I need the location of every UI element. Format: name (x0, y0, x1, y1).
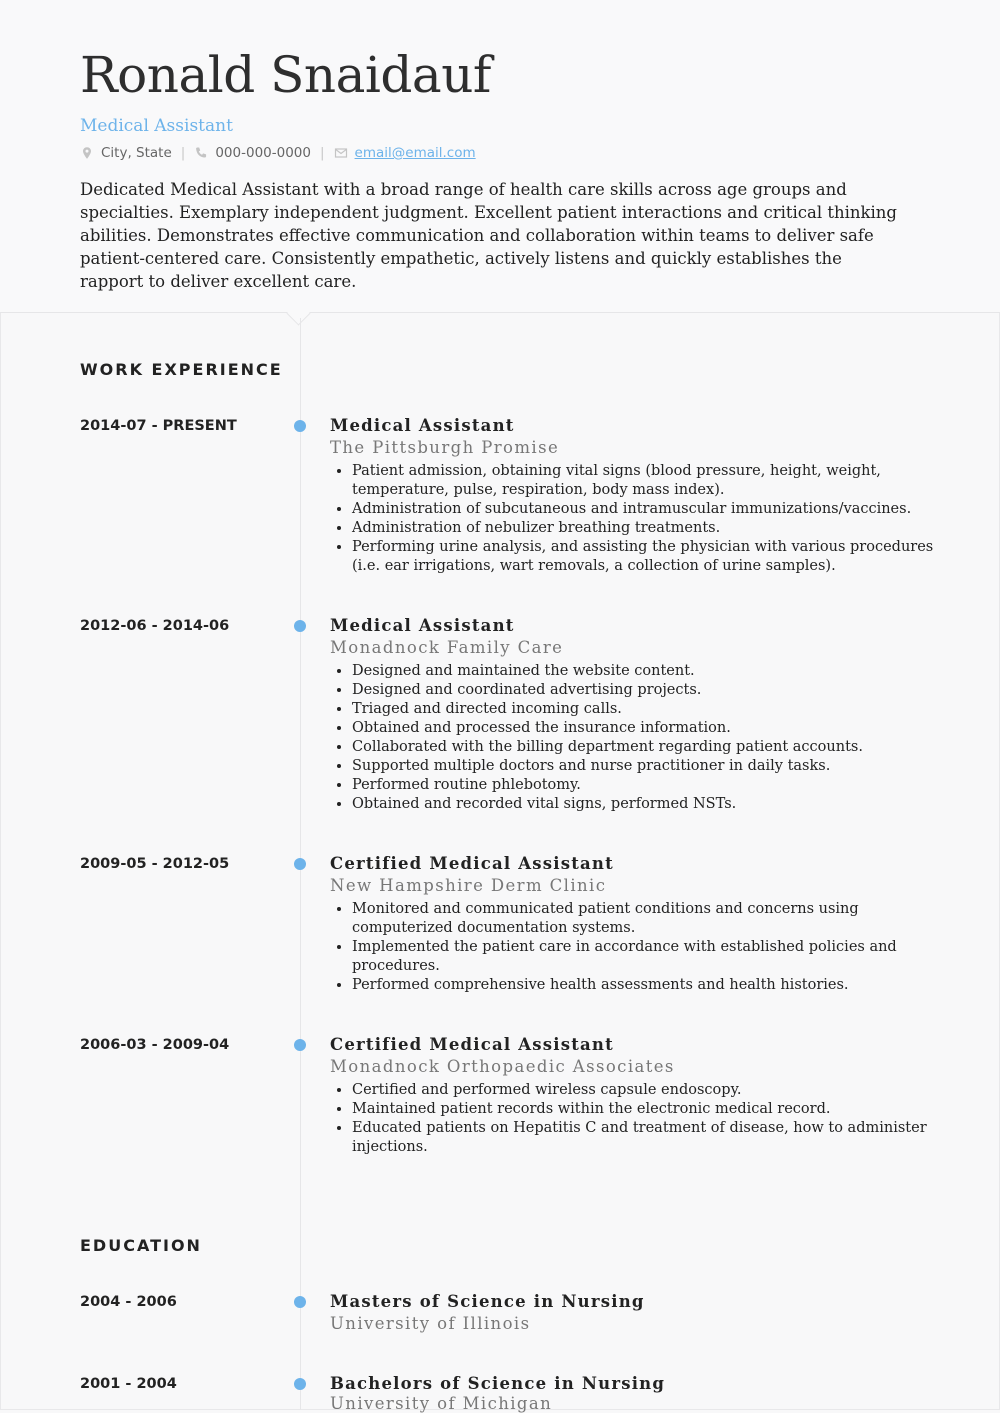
entry-title: Certified Medical Assistant (330, 854, 614, 873)
entry-title: Medical Assistant (330, 416, 515, 435)
entry-organization: The Pittsburgh Promise (330, 438, 560, 457)
entry-organization: Monadnock Family Care (330, 638, 564, 657)
entry-title: Medical Assistant (330, 616, 515, 635)
bullet-item: • Administration of subcutaneous and intramuscular immunizations/vaccines. (352, 500, 942, 519)
work-experience-heading: WORK EXPERIENCE (80, 360, 283, 379)
contact-phone: 000-000-0000 (215, 145, 311, 161)
timeline-dot (294, 1378, 306, 1390)
contact-email-link[interactable]: email@email.com (354, 145, 476, 161)
bullet-item: • Educated patients on Hepatitis C and treatment of disease, how to administer injections. (352, 1119, 942, 1157)
bullet-item: • Performed comprehensive health assessments and health histories. (352, 976, 942, 995)
contact-separator: | (319, 145, 325, 161)
entry-date: 2012-06 - 2014-06 (80, 618, 230, 634)
envelope-icon (334, 146, 348, 160)
bullet-item: • Designed and coordinated advertising projects. (352, 681, 942, 700)
entry-title: Bachelors of Science in Nursing (330, 1374, 666, 1393)
entry-date: 2006-03 - 2009-04 (80, 1037, 230, 1053)
bullet-item: • Obtained and recorded vital signs, performed NSTs. (352, 795, 942, 814)
entry-organization: University of Michigan (330, 1394, 553, 1413)
timeline-dot (294, 420, 306, 432)
location-pin-icon (80, 146, 94, 160)
bullet-item: • Certified and performed wireless capsule endoscopy. (352, 1081, 942, 1100)
resume-header (0, 0, 1000, 313)
bullet-item: • Triaged and directed incoming calls. (352, 700, 942, 719)
timeline-dot (294, 620, 306, 632)
contact-separator: | (180, 145, 186, 161)
timeline-dot (294, 858, 306, 870)
entry-bullets (330, 900, 942, 995)
phone-icon (194, 146, 208, 160)
bullet-item: • Collaborated with the billing department regarding patient accounts. (352, 738, 942, 757)
entry-organization: Monadnock Orthopaedic Associates (330, 1057, 675, 1076)
education-heading: EDUCATION (80, 1236, 202, 1255)
entry-date: 2009-05 - 2012-05 (80, 856, 230, 872)
bullet-item: • Implemented the patient care in accordance with established policies and procedures. (352, 938, 942, 976)
candidate-role: Medical Assistant (80, 116, 233, 136)
bullet-item: • Supported multiple doctors and nurse practitioner in daily tasks. (352, 757, 942, 776)
contact-location: City, State (101, 145, 172, 161)
entry-bullets (330, 462, 942, 576)
entry-organization: University of Illinois (330, 1314, 531, 1333)
entry-title: Certified Medical Assistant (330, 1035, 614, 1054)
entry-date: 2004 - 2006 (80, 1294, 177, 1310)
bullet-item: • Performed routine phlebotomy. (352, 776, 942, 795)
timeline-dot (294, 1039, 306, 1051)
candidate-name: Ronald Snaidauf (80, 46, 491, 104)
entry-organization: New Hampshire Derm Clinic (330, 876, 607, 895)
bullet-item: • Performing urine analysis, and assisting the physician with various procedures (i.e. ear irrigations, wart removals, a collection of urine samples). (352, 538, 942, 576)
entry-bullets (330, 662, 942, 814)
bullet-item: • Designed and maintained the website content. (352, 662, 942, 681)
entry-date: 2014-07 - PRESENT (80, 418, 237, 434)
entry-bullets (330, 1081, 942, 1157)
bullet-item: • Administration of nebulizer breathing treatments. (352, 519, 942, 538)
entry-date: 2001 - 2004 (80, 1376, 177, 1392)
contact-line (80, 145, 476, 161)
timeline-dot (294, 1296, 306, 1308)
entry-title: Masters of Science in Nursing (330, 1292, 645, 1311)
bullet-item: • Obtained and processed the insurance information. (352, 719, 942, 738)
professional-summary: Dedicated Medical Assistant with a broad range of health care skills across age groups and specialties. Exemplary independent judgment. Excellent patient interactions and critical thinking abilities. Demonstrates effective communication and collaboration within teams to deliver safe patient-centered care. Consistently empathetic, actively listens and quickly establishes the rapport to deliver excellent care. (80, 180, 897, 291)
bullet-item: • Maintained patient records within the electronic medical record. (352, 1100, 942, 1119)
bullet-item: • Patient admission, obtaining vital signs (blood pressure, height, weight, temperature, pulse, respiration, body mass index). (352, 462, 942, 500)
bullet-item: • Monitored and communicated patient conditions and concerns using computerized documentation systems. (352, 900, 942, 938)
